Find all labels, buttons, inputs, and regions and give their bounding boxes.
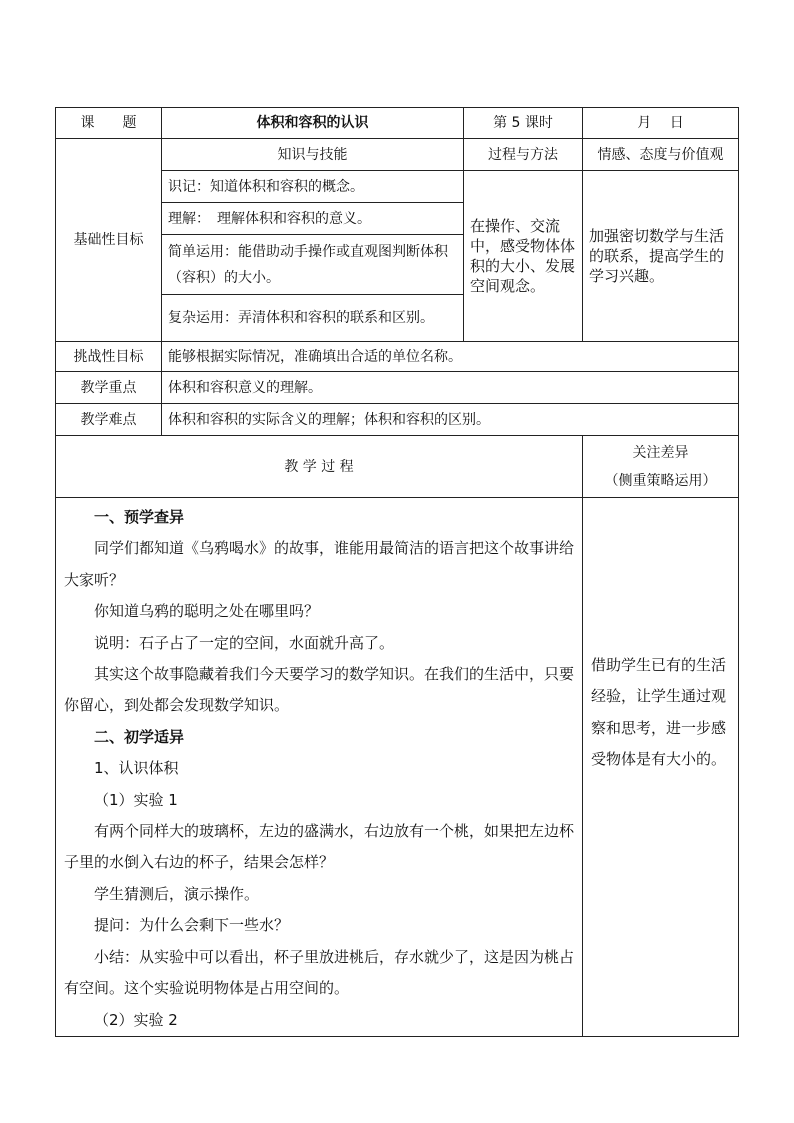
process-paragraph: 有两个同样大的玻璃杯，左边的盛满水，右边放有一个桃，如果把左边杯子里的水倒入右边的杯子，结果会怎样？ xyxy=(64,822,575,872)
key-point-text: 体积和容积意义的理解。 xyxy=(162,372,739,404)
process-paragraph: 同学们都知道《乌鸦喝水》的故事，谁能用最简洁的语言把这个故事讲给大家听？ xyxy=(64,539,575,589)
challenge-label: 挑战性目标 xyxy=(56,342,162,372)
process-header-row xyxy=(56,436,739,498)
header-row xyxy=(56,108,739,139)
difficulty-text: 体积和容积的实际含义的理解；体积和容积的区别。 xyxy=(162,404,739,436)
strategy-note: 借助学生已有的生活经验，让学生通过观察和思考，进一步感受物体是有大小的。 xyxy=(591,656,727,769)
col-process-methods: 过程与方法 xyxy=(464,139,583,171)
process-paragraph: 1、认识体积 xyxy=(94,759,179,778)
teaching-process-body xyxy=(56,498,583,1037)
process-paragraph: 小结：从实验中可以看出，杯子里放进桃后，存水就少了，这是因为桃占有空间。这个实验说明物体是占用空间的。 xyxy=(64,947,575,998)
attention-difference-subtitle: （侧重策略运用） xyxy=(604,472,717,489)
key-point-row xyxy=(56,372,739,404)
col-knowledge-skills: 知识与技能 xyxy=(162,139,464,171)
process-paragraph: （1）实验 1 xyxy=(94,790,178,809)
process-methods-text: 在操作、交流中，感受物体体积的大小、发展空间观念。 xyxy=(464,171,583,342)
process-paragraph: 说明：石子占了一定的空间，水面就升高了。 xyxy=(94,633,395,652)
lesson-topic: 体积和容积的认识 xyxy=(162,108,464,139)
strategy-note-cell xyxy=(583,498,739,1037)
section-heading-1: 一、预学查异 xyxy=(94,508,185,526)
knowledge-simple-apply: 简单运用：能借助动手操作或直观图判断体积（容积）的大小。 xyxy=(162,235,464,295)
process-paragraph: （2）实验 2 xyxy=(94,1010,178,1029)
col-emotion-values: 情感、态度与价值观 xyxy=(583,139,739,171)
difficulty-row xyxy=(56,404,739,436)
basic-goals-label: 基础性目标 xyxy=(56,139,162,342)
knowledge-understand: 理解： 理解体积和容积的意义。 xyxy=(162,203,464,235)
key-point-label: 教学重点 xyxy=(56,372,162,404)
process-paragraph: 提问：为什么会剩下一些水？ xyxy=(94,916,290,935)
challenge-text: 能够根据实际情况，准确填出合适的单位名称。 xyxy=(162,342,739,372)
lesson-date: 月 日 xyxy=(583,108,739,139)
process-paragraph: 你知道乌鸦的聪明之处在哪里吗？ xyxy=(94,602,320,621)
process-paragraph: 其实这个故事隐藏着我们今天要学习的数学知识。在我们的生活中，只要你留心，到处都会发现数学知识。 xyxy=(64,665,575,715)
process-paragraph: 学生猜测后，演示操作。 xyxy=(94,884,260,903)
lesson-plan-table xyxy=(55,107,739,1037)
difficulty-label: 教学难点 xyxy=(56,404,162,436)
section-heading-2: 二、初学适异 xyxy=(94,727,185,746)
lesson-period: 第 5 课时 xyxy=(464,108,583,139)
knowledge-recall: 识记：知道体积和容积的概念。 xyxy=(162,171,464,203)
challenge-row xyxy=(56,342,739,372)
teaching-process-title: 教 学 过 程 xyxy=(56,436,583,498)
knowledge-complex-apply: 复杂运用：弄清体积和容积的联系和区别。 xyxy=(162,295,464,342)
process-body-row xyxy=(56,498,739,1037)
emotion-values-text: 加强密切数学与生活的联系，提高学生的学习兴趣。 xyxy=(583,171,739,342)
topic-label: 课 题 xyxy=(56,108,162,139)
attention-difference-title: 关注差异 xyxy=(632,444,689,461)
goals-header-row xyxy=(56,139,739,171)
attention-difference-header xyxy=(583,436,739,498)
